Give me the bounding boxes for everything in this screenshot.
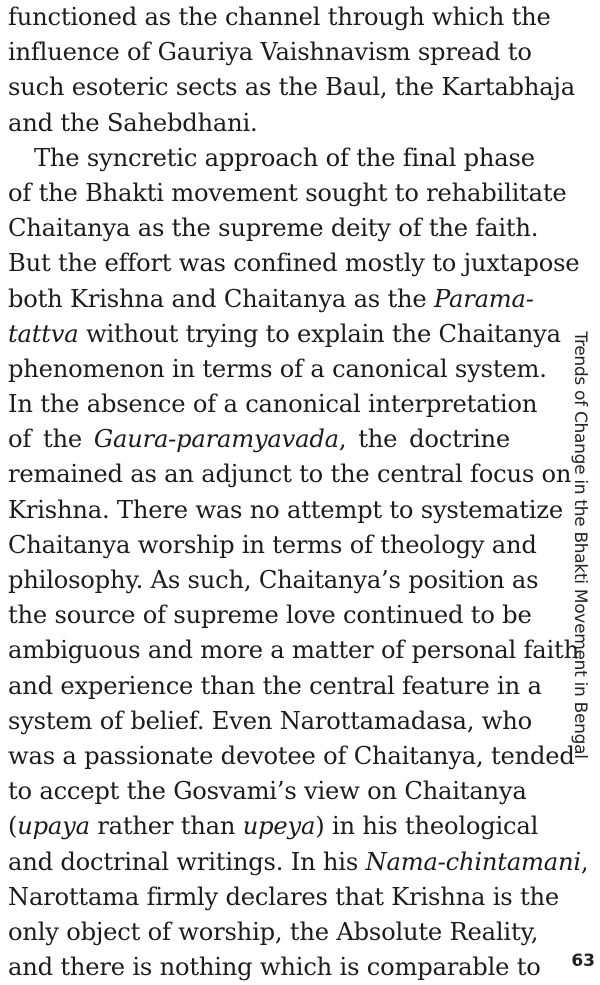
text-run: Narottama firmly declares that Krishna is the xyxy=(8,882,559,911)
text-run: only object of worship, the Absolute Reality, xyxy=(8,917,539,946)
text-run: both Krishna and Chaitanya as the xyxy=(8,284,435,313)
text-run: , xyxy=(580,847,589,876)
text-line: such esoteric sects as the Baul, the Kartabhaja xyxy=(8,73,575,102)
text-line xyxy=(8,422,510,457)
text-line xyxy=(8,246,580,281)
text-run: and experience than the central feature in a xyxy=(8,671,542,700)
text-line xyxy=(8,704,532,739)
text-run: ) in his theological xyxy=(315,812,539,841)
text-run: the source of supreme love continued to be xyxy=(8,601,532,630)
text-run: and there is nothing which is comparable to xyxy=(8,953,541,982)
running-head: Trends of Change in the Bhakti Movement in Bengal xyxy=(570,331,590,759)
text-run: phenomenon in terms of a canonical system. xyxy=(8,354,547,383)
text-line xyxy=(8,493,563,528)
italic-term: Gaura-paramyavada xyxy=(93,425,339,454)
italic-term: upaya xyxy=(17,812,90,841)
text-line xyxy=(8,633,579,668)
text-line xyxy=(8,950,541,985)
text-line: and the Sahebdhani. xyxy=(8,108,258,137)
text-run: In the absence of a canonical interpretation xyxy=(8,390,538,419)
text-line xyxy=(8,739,575,774)
text-line xyxy=(8,528,537,563)
italic-term: tattva xyxy=(8,319,79,348)
text-line: influence of Gauriya Vaishnavism spread to xyxy=(8,38,532,67)
text-run: and doctrinal writings. In his xyxy=(8,847,366,876)
text-run: philosophy. As such, Chaitanya’s position as xyxy=(8,566,539,594)
text-run: ( xyxy=(8,812,18,841)
text-line xyxy=(8,141,535,176)
text-line xyxy=(8,774,527,809)
text-run: ambiguous and more a matter of personal faith xyxy=(8,636,579,665)
text-line xyxy=(8,669,542,704)
text-run: of the xyxy=(8,425,94,454)
text-line xyxy=(8,598,532,633)
text-line xyxy=(8,387,538,422)
text-run: But the effort was confined mostly to juxtapose xyxy=(8,249,580,278)
text-line xyxy=(8,809,539,844)
italic-term: Nama-chintamani xyxy=(365,847,581,876)
text-run: was a passionate devotee of Chaitanya, tended xyxy=(8,741,575,770)
text-run: to accept the Gosvami’s view on Chaitanya xyxy=(8,777,527,806)
text-run: remained as an adjunct to the central focus on xyxy=(8,460,572,489)
text-line xyxy=(8,211,539,246)
text-run: of the Bhakti movement sought to rehabilitate xyxy=(8,178,567,207)
text-line xyxy=(8,845,589,880)
text-line xyxy=(8,457,572,492)
text-line xyxy=(8,176,567,211)
text-run: The syncretic approach of the final phase xyxy=(34,143,535,172)
paragraph-1 xyxy=(8,0,575,141)
text-line xyxy=(8,563,539,598)
text-line xyxy=(8,352,547,387)
italic-term: Parama- xyxy=(434,284,534,313)
italic-term: upeya xyxy=(242,812,316,841)
text-run: system of belief. Even Narottamadasa, who xyxy=(8,706,532,735)
text-line: functioned as the channel through which the xyxy=(8,3,551,31)
text-run: Krishna. There was no attempt to systematize xyxy=(8,495,563,524)
text-line xyxy=(8,317,561,352)
text-line xyxy=(8,282,534,317)
text-run: Chaitanya worship in terms of theology and xyxy=(8,530,537,559)
text-run: , the doctrine xyxy=(338,425,510,454)
text-run: Chaitanya as the supreme deity of the faith. xyxy=(8,214,539,243)
page-number: 63 xyxy=(571,951,595,971)
text-line xyxy=(8,915,539,950)
text-run: rather than xyxy=(89,812,243,841)
text-line xyxy=(8,880,559,915)
text-run: without trying to explain the Chaitanya xyxy=(78,319,561,348)
